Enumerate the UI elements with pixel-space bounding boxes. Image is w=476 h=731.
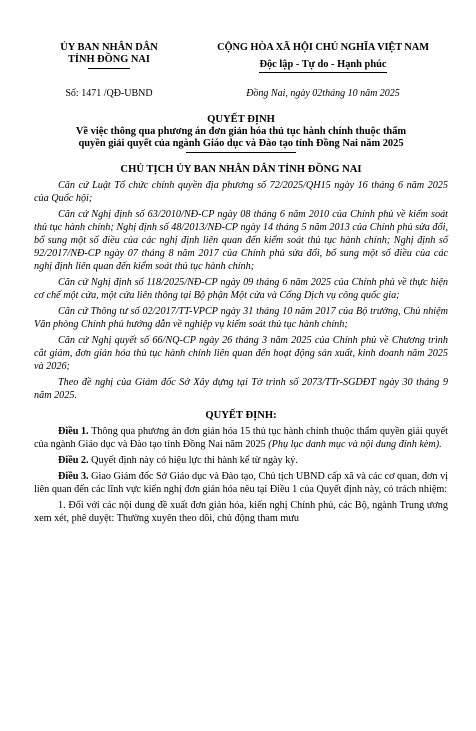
article-1-text: Thông qua phương án đơn giản hóa 15 thủ tục hành chính thuộc thẩm quyền giải quyết của ngành Giáo dục và Đào tạo tỉnh Đồng Nai năm 2025	[34, 426, 449, 450]
document-subject-line2: quyền giải quyết của ngành Giáo dục và Đào tạo tỉnh Đồng Nai năm 2025	[78, 138, 404, 149]
place-and-date: Đồng Nai, ngày 02tháng 10 năm 2025	[246, 88, 400, 99]
article-3	[34, 470, 448, 496]
document-meta	[34, 88, 448, 100]
national-title-block	[198, 42, 448, 73]
document-subject-line1: Về việc thông qua phương án đơn giản hóa thủ tục hành chính thuộc thẩm	[75, 126, 407, 137]
document-title: QUYẾT ĐỊNH	[207, 114, 275, 125]
recital: Căn cứ Nghị định số 63/2010/NĐ-CP ngày 08 tháng 6 năm 2010 của Chính phủ về kiểm soát thủ tục hành chính; Nghị định số 48/2013/NĐ-CP ngày 14 tháng 5 năm 2013 của Chính phủ sửa đổi, bổ sung một số điều của các nghị định liên quan đến kiểm soát thủ tục hành chính; Nghị định số 92/2017/NĐ-CP ngày 07 tháng 8 năm 2017 của Chính phủ sửa đổi, bổ sung một số điều của các nghị định liên quan đến kiểm soát thủ tục hành chính;	[34, 209, 448, 272]
signing-authority-heading: CHỦ TỊCH ỦY BAN NHÂN DÂN TỈNH ĐỒNG NAI	[120, 164, 362, 175]
article-2-text: Quyết định này có hiệu lực thi hành kể từ ngày ký.	[88, 455, 298, 466]
article-3-text: Giao Giám đốc Sở Giáo dục và Đào tạo, Chủ tịch UBND cấp xã và các cơ quan, đơn vị liên quan đến các lĩnh vực kiến nghị đơn giản hóa nêu tại Điều 1 của Quyết định này, có trách nhiệm:	[34, 471, 449, 495]
decision-heading: QUYẾT ĐỊNH:	[205, 410, 277, 421]
authority-underline	[88, 68, 130, 69]
recital: Căn cứ Nghị định số 118/2025/NĐ-CP ngày 09 tháng 6 năm 2025 của Chính phủ về thực hiện cơ chế một cửa, một cửa liên thông tại Bộ phận Một cửa và Cổng Dịch vụ công quốc gia;	[34, 277, 448, 301]
article-2	[34, 454, 448, 467]
document-header	[34, 42, 448, 73]
recital: Căn cứ Thông tư số 02/2017/TT-VPCP ngày 31 tháng 10 năm 2017 của Bộ trưởng, Chủ nhiệm Văn phòng Chính phủ hướng dẫn về nghiệp vụ kiểm soát thủ tục hành chính;	[34, 306, 448, 330]
article-2-label: Điều 2.	[58, 455, 89, 466]
article-1-note: (Phụ lục danh mục và nội dung đính kèm).	[268, 439, 442, 450]
article-1-label: Điều 1.	[58, 426, 89, 437]
issuing-authority-line1: ỦY BAN NHÂN DÂN	[60, 42, 158, 53]
issuing-authority-block	[34, 42, 184, 73]
document-page	[0, 42, 476, 731]
recital: Căn cứ Luật Tổ chức chính quyền địa phương số 72/2025/QH15 ngày 16 tháng 6 năm 2025 của Quốc hội;	[34, 180, 448, 204]
issuing-authority-line2: TỈNH ĐỒNG NAI	[68, 54, 150, 65]
recital: Căn cứ Nghị quyết số 66/NQ-CP ngày 26 tháng 3 năm 2025 của Chính phủ về Chương trình cắt giảm, đơn giản hóa thủ tục hành chính liên quan đến hoạt động sản xuất, kinh doanh năm 2025 và 2026;	[34, 335, 448, 372]
national-title: CỘNG HÒA XÃ HỘI CHỦ NGHĨA VIỆT NAM	[217, 42, 429, 53]
subject-underline	[186, 152, 296, 153]
recital: Theo đề nghị của Giám đốc Sở Xây dựng tại Tờ trình số 2073/TTr-SGDĐT ngày 30 tháng 9 năm 2025.	[34, 377, 448, 401]
article-3-label: Điều 3.	[58, 471, 89, 482]
article-1	[34, 425, 448, 451]
article-3-item-1: 1. Đối với các nội dung đề xuất đơn giản hóa, kiến nghị Chính phủ, các Bộ, ngành Trung ương xem xét, phê duyệt: Thường xuyên theo dõi, chủ động tham mưu	[34, 500, 448, 524]
national-motto: Độc lập - Tự do - Hạnh phúc	[259, 59, 386, 73]
document-number: Số: 1471 /QĐ-UBND	[65, 88, 153, 99]
